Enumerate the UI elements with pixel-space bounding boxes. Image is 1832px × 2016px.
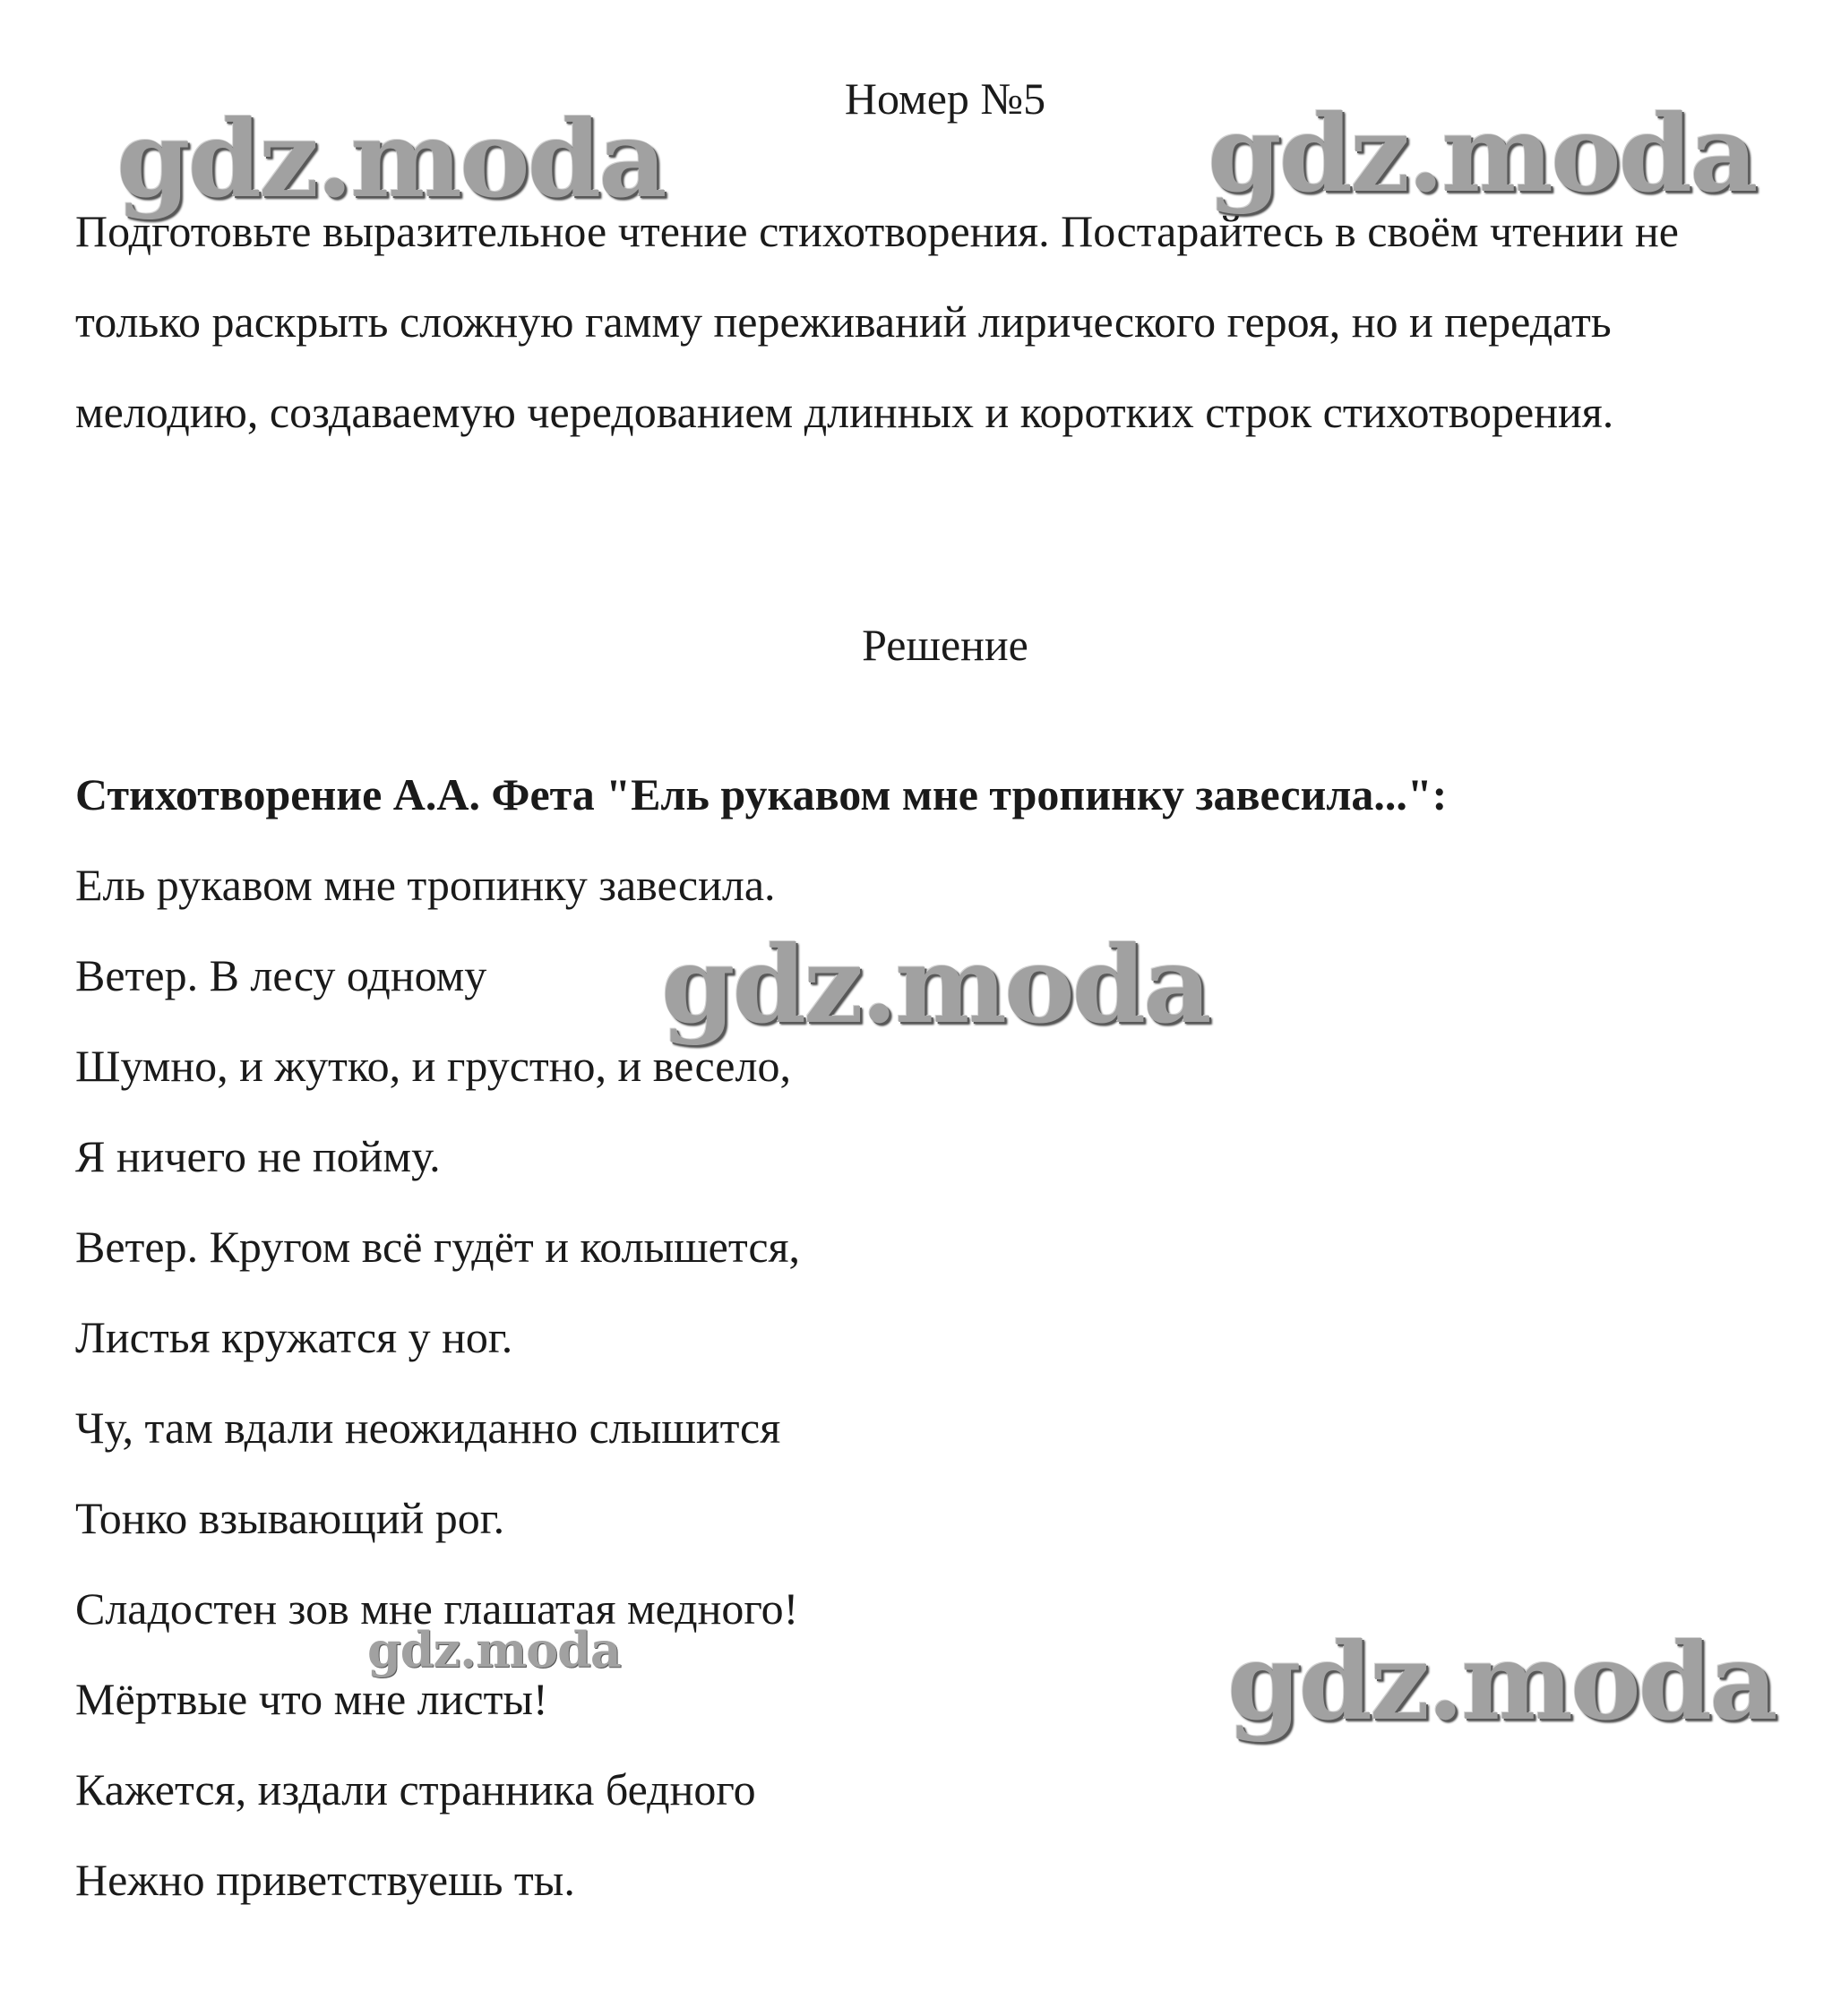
poem-line: Чу, там вдали неожиданно слышится — [75, 1403, 781, 1453]
watermark: gdz.moda — [1208, 91, 1756, 216]
poem-line: Нежно приветствуешь ты. — [75, 1855, 575, 1905]
poem-line: Ель рукавом мне тропинку завесила. — [75, 860, 776, 910]
poem-line: Ветер. В лесу одному — [75, 950, 487, 1000]
watermark: gdz.moda — [367, 1621, 621, 1678]
poem-line: Тонко взывающий рог. — [75, 1493, 505, 1543]
poem-line: Я ничего не пойму. — [75, 1131, 441, 1181]
poem-line: Кажется, издали странника бедного — [75, 1764, 756, 1814]
watermark: gdz.moda — [1227, 1619, 1776, 1744]
poem-title: Стихотворение А.А. Фета "Ель рукавом мне тропинку завесила...": — [75, 769, 1448, 819]
watermark: gdz.moda — [661, 922, 1209, 1047]
poem-line: Сладостен зов мне глашатая медного! — [75, 1583, 799, 1634]
poem-line: Мёртвые что мне листы! — [75, 1674, 548, 1724]
solution-heading: Решение — [862, 620, 1028, 670]
poem-line: Шумно, и жутко, и грустно, и весело, — [75, 1041, 791, 1091]
poem-line: Ветер. Кругом всё гудёт и колышется, — [75, 1222, 801, 1272]
task-text: Подготовьте выразительное чтение стихотворения. Постарайтесь в своём чтении не только раскрыть сложную гамму переживаний лирического героя, но и передать мелодию, создаваемую чередованием длинных и коротких строк стихотворения. — [75, 206, 1679, 437]
watermark: gdz.moda — [116, 97, 665, 221]
task-number-heading: Номер №5 — [844, 73, 1046, 124]
poem-line: Листья кружатся у ног. — [75, 1312, 513, 1362]
